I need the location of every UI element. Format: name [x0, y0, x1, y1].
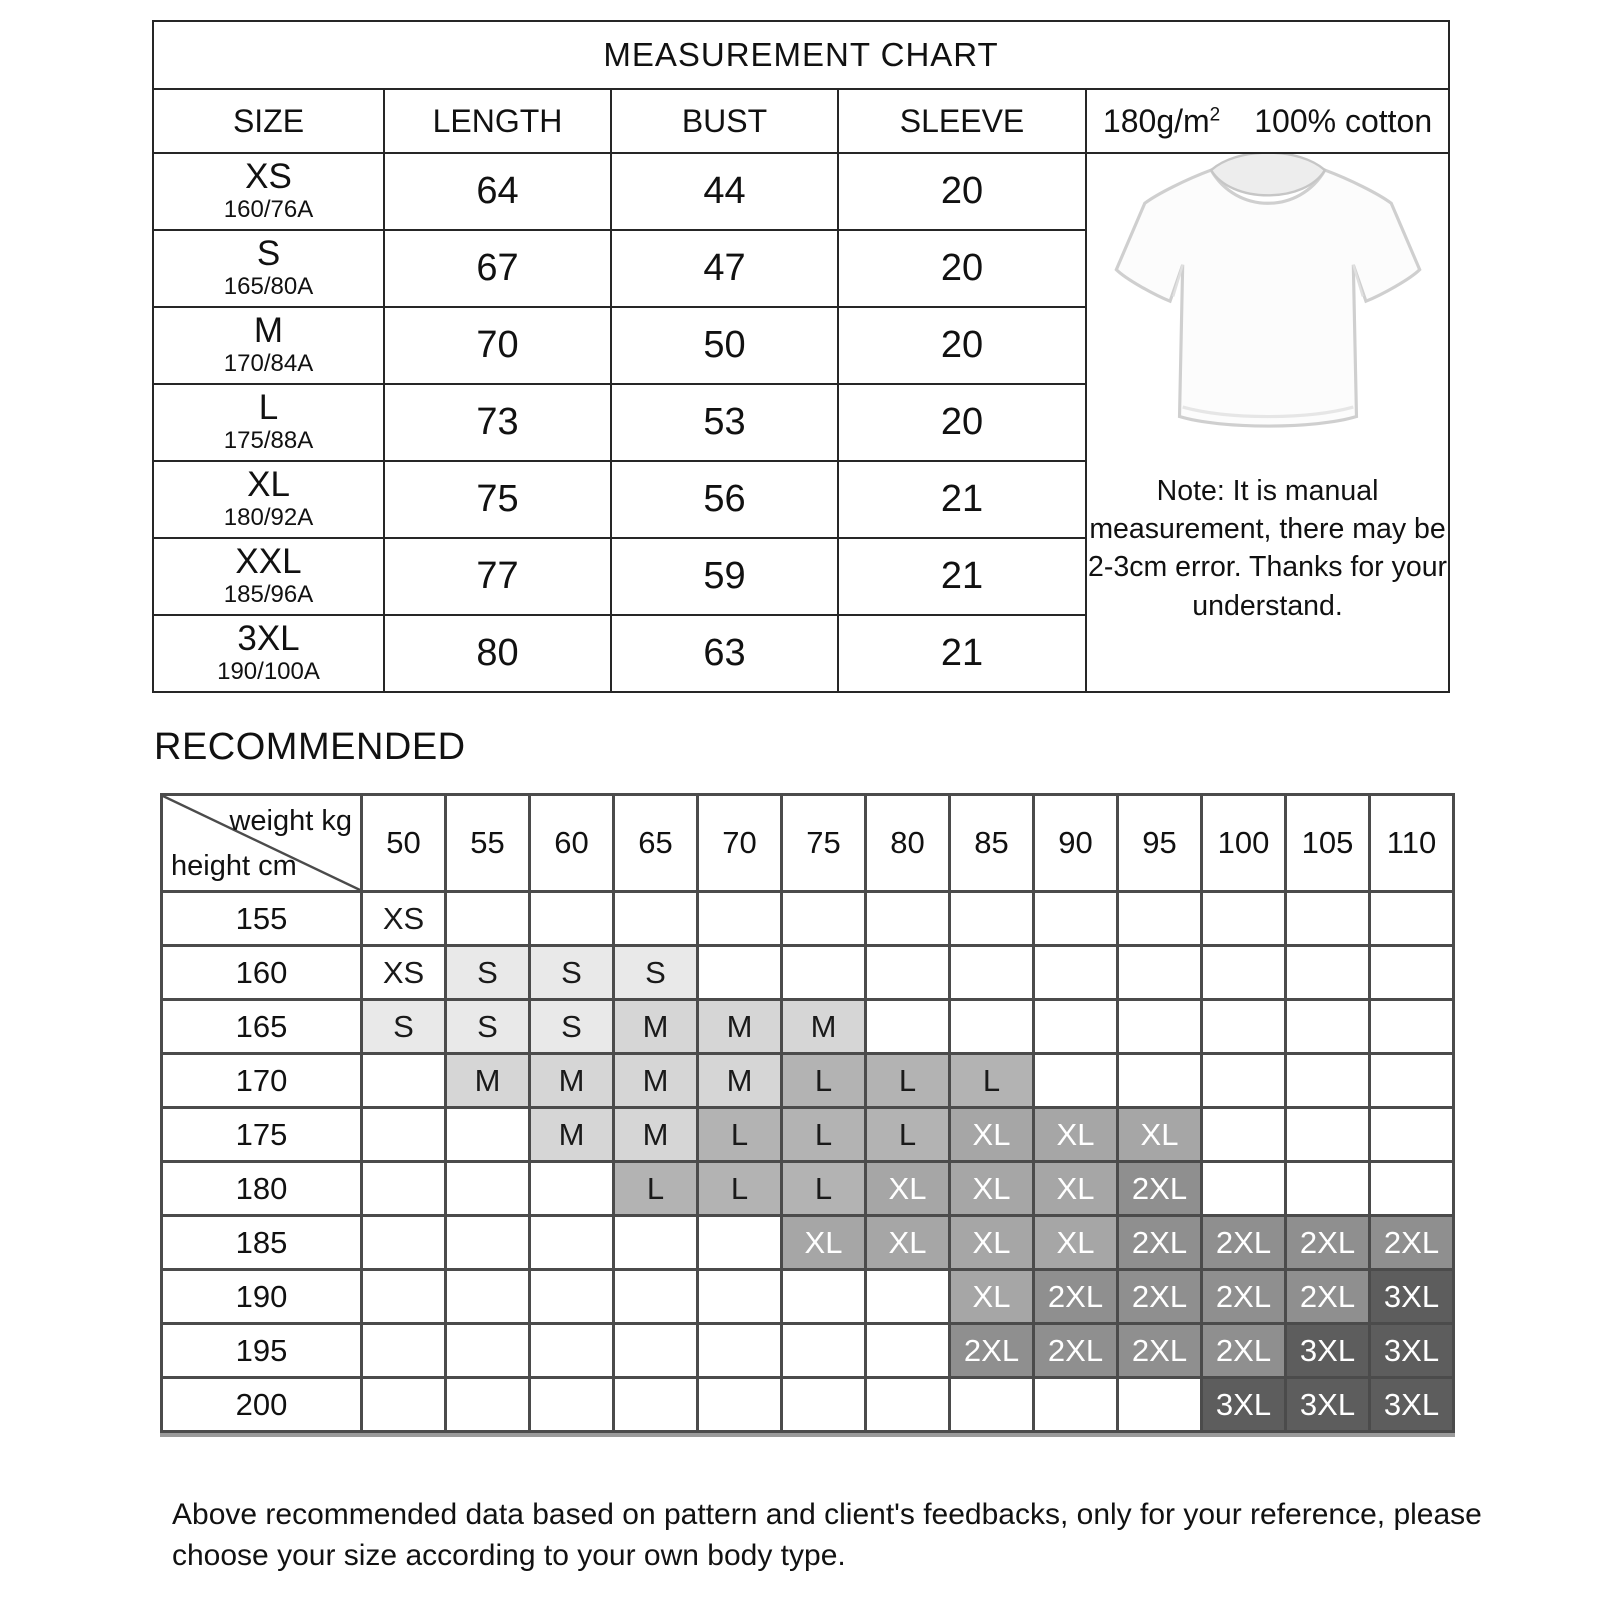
size-spec: 175/88A: [223, 427, 314, 455]
grid-cell-empty: [782, 1378, 866, 1432]
fabric-material: 100% cotton: [1254, 102, 1433, 139]
grid-cell-empty: [1286, 946, 1370, 1000]
grid-cell-empty: [446, 1108, 530, 1162]
grid-cell-empty: [1034, 1000, 1118, 1054]
grid-cell-empty: [1118, 892, 1202, 946]
grid-cell-empty: [1202, 946, 1286, 1000]
grid-cell-170-85: L: [950, 1054, 1034, 1108]
grid-cell-empty: [362, 1108, 446, 1162]
grid-cell-empty: [1286, 1108, 1370, 1162]
fabric-weight-exponent: 2: [1209, 103, 1221, 125]
size-label: XL: [247, 465, 290, 505]
grid-cell-empty: [1370, 892, 1454, 946]
grid-cell-185-90: XL: [1034, 1216, 1118, 1270]
height-label: 175: [162, 1108, 362, 1162]
col-header-sleeve: SLEEVE: [838, 89, 1086, 153]
grid-cell-empty: [1118, 1000, 1202, 1054]
sleeve-value: 20: [838, 153, 1086, 230]
grid-cell-175-95: XL: [1118, 1108, 1202, 1162]
sleeve-value: 21: [838, 461, 1086, 538]
grid-cell-empty: [530, 1216, 614, 1270]
length-value: 80: [384, 615, 611, 692]
grid-cell-185-80: XL: [866, 1216, 950, 1270]
size-cell: [153, 615, 384, 692]
weight-axis-label: weight kg: [229, 805, 352, 837]
length-value: 75: [384, 461, 611, 538]
grid-cell-180-85: XL: [950, 1162, 1034, 1216]
grid-cell-empty: [698, 1378, 782, 1432]
grid-cell-empty: [446, 892, 530, 946]
grid-cell-empty: [614, 892, 698, 946]
grid-cell-170-75: L: [782, 1054, 866, 1108]
grid-cell-185-75: XL: [782, 1216, 866, 1270]
grid-cell-empty: [530, 1162, 614, 1216]
sleeve-value: 20: [838, 384, 1086, 461]
grid-cell-170-65: M: [614, 1054, 698, 1108]
grid-cell-empty: [1370, 1108, 1454, 1162]
grid-cell-160-50: XS: [362, 946, 446, 1000]
grid-cell-200-110: 3XL: [1370, 1378, 1454, 1432]
recommended-heading: RECOMMENDED: [154, 726, 466, 768]
grid-cell-190-95: 2XL: [1118, 1270, 1202, 1324]
size-spec: 190/100A: [217, 658, 320, 686]
grid-cell-empty: [950, 1378, 1034, 1432]
fabric-info: [1086, 89, 1449, 153]
grid-cell-empty: [1202, 1108, 1286, 1162]
bust-value: 63: [611, 615, 838, 692]
bust-value: 47: [611, 230, 838, 307]
grid-cell-empty: [1202, 1000, 1286, 1054]
grid-cell-190-110: 3XL: [1370, 1270, 1454, 1324]
weight-header: 110: [1370, 795, 1454, 892]
grid-cell-175-80: L: [866, 1108, 950, 1162]
grid-cell-170-60: M: [530, 1054, 614, 1108]
grid-cell-195-95: 2XL: [1118, 1324, 1202, 1378]
grid-cell-empty: [1202, 892, 1286, 946]
grid-cell-empty: [782, 946, 866, 1000]
grid-cell-200-100: 3XL: [1202, 1378, 1286, 1432]
height-axis-label: height cm: [171, 850, 297, 882]
grid-cell-195-90: 2XL: [1034, 1324, 1118, 1378]
grid-cell-190-90: 2XL: [1034, 1270, 1118, 1324]
length-value: 67: [384, 230, 611, 307]
grid-cell-empty: [866, 946, 950, 1000]
grid-cell-empty: [362, 1162, 446, 1216]
fabric-weight: 180g/m: [1102, 102, 1210, 139]
grid-cell-empty: [1034, 1054, 1118, 1108]
recommended-grid: [160, 793, 1455, 1433]
grid-cell-empty: [1118, 1378, 1202, 1432]
recommendation-footnote: Above recommended data based on pattern and client's feedbacks, only for your reference, please choose your size according to your own body type.: [172, 1498, 1482, 1573]
length-value: 77: [384, 538, 611, 615]
grid-cell-empty: [614, 1270, 698, 1324]
grid-cell-200-105: 3XL: [1286, 1378, 1370, 1432]
grid-cell-empty: [698, 892, 782, 946]
grid-cell-empty: [950, 892, 1034, 946]
recommended-row-195: [162, 1324, 1454, 1378]
length-value: 70: [384, 307, 611, 384]
grid-cell-empty: [362, 1270, 446, 1324]
grid-cell-170-70: M: [698, 1054, 782, 1108]
size-label: M: [253, 311, 284, 351]
grid-cell-165-60: S: [530, 1000, 614, 1054]
grid-cell-165-70: M: [698, 1000, 782, 1054]
bust-value: 53: [611, 384, 838, 461]
grid-cell-empty: [1034, 892, 1118, 946]
tshirt-image: [1087, 154, 1448, 450]
size-cell: [153, 307, 384, 384]
grid-cell-empty: [1034, 946, 1118, 1000]
grid-cell-empty: [698, 1324, 782, 1378]
grid-cell-empty: [782, 892, 866, 946]
grid-cell-empty: [446, 1270, 530, 1324]
size-cell: [153, 538, 384, 615]
recommended-header-row: [162, 795, 1454, 892]
product-panel: [1086, 153, 1449, 692]
sleeve-value: 21: [838, 615, 1086, 692]
measurement-row: [153, 153, 1449, 230]
grid-cell-empty: [866, 1270, 950, 1324]
recommended-row-200: [162, 1378, 1454, 1432]
grid-cell-empty: [1286, 1000, 1370, 1054]
weight-header: 100: [1202, 795, 1286, 892]
height-label: 160: [162, 946, 362, 1000]
weight-header: 60: [530, 795, 614, 892]
grid-cell-185-100: 2XL: [1202, 1216, 1286, 1270]
bust-value: 59: [611, 538, 838, 615]
measurement-chart-header-row: [153, 89, 1449, 153]
grid-cell-empty: [530, 1378, 614, 1432]
weight-header: 50: [362, 795, 446, 892]
size-cell: [153, 384, 384, 461]
grid-cell-165-55: S: [446, 1000, 530, 1054]
weight-header: 75: [782, 795, 866, 892]
grid-cell-195-100: 2XL: [1202, 1324, 1286, 1378]
length-value: 64: [384, 153, 611, 230]
grid-cell-190-85: XL: [950, 1270, 1034, 1324]
size-spec: 170/84A: [223, 350, 314, 378]
size-label: S: [256, 234, 281, 274]
grid-cell-160-65: S: [614, 946, 698, 1000]
grid-cell-175-75: L: [782, 1108, 866, 1162]
bust-value: 50: [611, 307, 838, 384]
height-label: 185: [162, 1216, 362, 1270]
size-spec: 165/80A: [223, 273, 314, 301]
grid-cell-175-65: M: [614, 1108, 698, 1162]
grid-cell-180-70: L: [698, 1162, 782, 1216]
measurement-note: Note: It is manual measurement, there may be 2-3cm error. Thanks for your understand.: [1088, 475, 1448, 622]
grid-cell-180-65: L: [614, 1162, 698, 1216]
grid-cell-empty: [866, 1378, 950, 1432]
grid-cell-empty: [1118, 1054, 1202, 1108]
grid-cell-185-105: 2XL: [1286, 1216, 1370, 1270]
grid-cell-160-55: S: [446, 946, 530, 1000]
weight-header: 55: [446, 795, 530, 892]
height-label: 195: [162, 1324, 362, 1378]
weight-header: 80: [866, 795, 950, 892]
grid-cell-165-75: M: [782, 1000, 866, 1054]
size-label: 3XL: [237, 619, 300, 659]
grid-cell-empty: [698, 1216, 782, 1270]
height-label: 165: [162, 1000, 362, 1054]
recommended-row-155: [162, 892, 1454, 946]
col-header-length: LENGTH: [384, 89, 611, 153]
grid-cell-165-65: M: [614, 1000, 698, 1054]
grid-cell-empty: [1286, 892, 1370, 946]
grid-cell-empty: [1370, 1162, 1454, 1216]
grid-cell-empty: [1370, 1000, 1454, 1054]
grid-cell-empty: [1034, 1378, 1118, 1432]
size-spec: 160/76A: [223, 196, 314, 224]
grid-cell-empty: [1370, 946, 1454, 1000]
grid-cell-empty: [1118, 946, 1202, 1000]
bust-value: 56: [611, 461, 838, 538]
grid-cell-190-105: 2XL: [1286, 1270, 1370, 1324]
recommended-row-160: [162, 946, 1454, 1000]
weight-header: 105: [1286, 795, 1370, 892]
grid-cell-empty: [866, 1000, 950, 1054]
grid-cell-empty: [782, 1324, 866, 1378]
grid-cell-empty: [1286, 1054, 1370, 1108]
grid-cell-empty: [530, 1270, 614, 1324]
height-label: 200: [162, 1378, 362, 1432]
weight-header: 95: [1118, 795, 1202, 892]
grid-cell-empty: [782, 1270, 866, 1324]
weight-header: 85: [950, 795, 1034, 892]
grid-cell-185-110: 2XL: [1370, 1216, 1454, 1270]
grid-cell-empty: [362, 1216, 446, 1270]
grid-cell-175-90: XL: [1034, 1108, 1118, 1162]
grid-cell-empty: [446, 1162, 530, 1216]
length-value: 73: [384, 384, 611, 461]
grid-cell-empty: [614, 1216, 698, 1270]
grid-cell-empty: [1370, 1054, 1454, 1108]
grid-cell-empty: [698, 1270, 782, 1324]
grid-cell-empty: [950, 946, 1034, 1000]
grid-cell-empty: [362, 1324, 446, 1378]
grid-cell-empty: [446, 1216, 530, 1270]
size-cell: [153, 153, 384, 230]
sleeve-value: 21: [838, 538, 1086, 615]
height-label: 180: [162, 1162, 362, 1216]
recommended-row-185: [162, 1216, 1454, 1270]
measurement-chart-title: MEASUREMENT CHART: [153, 21, 1449, 89]
tshirt-body: [1116, 170, 1419, 426]
grid-cell-195-105: 3XL: [1286, 1324, 1370, 1378]
grid-cell-175-70: L: [698, 1108, 782, 1162]
sleeve-value: 20: [838, 230, 1086, 307]
measurement-chart-table: [152, 20, 1450, 693]
grid-cell-empty: [362, 1378, 446, 1432]
size-cell: [153, 230, 384, 307]
height-label: 170: [162, 1054, 362, 1108]
recommended-row-180: [162, 1162, 1454, 1216]
recommended-row-190: [162, 1270, 1454, 1324]
bust-value: 44: [611, 153, 838, 230]
recommended-row-170: [162, 1054, 1454, 1108]
grid-cell-empty: [614, 1324, 698, 1378]
axis-corner-cell: [162, 795, 362, 892]
size-spec: 185/96A: [223, 581, 314, 609]
grid-cell-180-95: 2XL: [1118, 1162, 1202, 1216]
sleeve-value: 20: [838, 307, 1086, 384]
grid-cell-195-85: 2XL: [950, 1324, 1034, 1378]
grid-cell-empty: [446, 1378, 530, 1432]
recommended-row-165: [162, 1000, 1454, 1054]
weight-header: 70: [698, 795, 782, 892]
grid-cell-185-85: XL: [950, 1216, 1034, 1270]
col-header-bust: BUST: [611, 89, 838, 153]
size-label: L: [258, 388, 279, 428]
size-spec: 180/92A: [223, 504, 314, 532]
grid-cell-empty: [866, 1324, 950, 1378]
grid-cell-empty: [446, 1324, 530, 1378]
grid-cell-empty: [530, 1324, 614, 1378]
grid-cell-empty: [1202, 1054, 1286, 1108]
grid-cell-190-100: 2XL: [1202, 1270, 1286, 1324]
grid-cell-175-60: M: [530, 1108, 614, 1162]
recommended-row-175: [162, 1108, 1454, 1162]
grid-cell-empty: [866, 892, 950, 946]
grid-cell-empty: [1286, 1162, 1370, 1216]
grid-cell-empty: [1202, 1162, 1286, 1216]
grid-cell-empty: [362, 1054, 446, 1108]
grid-cell-170-80: L: [866, 1054, 950, 1108]
grid-cell-180-90: XL: [1034, 1162, 1118, 1216]
grid-cell-165-50: S: [362, 1000, 446, 1054]
grid-cell-180-80: XL: [866, 1162, 950, 1216]
weight-header: 90: [1034, 795, 1118, 892]
grid-cell-180-75: L: [782, 1162, 866, 1216]
grid-cell-185-95: 2XL: [1118, 1216, 1202, 1270]
grid-cell-195-110: 3XL: [1370, 1324, 1454, 1378]
weight-header: 65: [614, 795, 698, 892]
col-header-size: SIZE: [153, 89, 384, 153]
grid-cell-empty: [698, 946, 782, 1000]
grid-cell-175-85: XL: [950, 1108, 1034, 1162]
grid-cell-empty: [530, 892, 614, 946]
grid-cell-160-60: S: [530, 946, 614, 1000]
measurement-chart-title-row: [153, 21, 1449, 89]
height-label: 155: [162, 892, 362, 946]
grid-cell-empty: [614, 1378, 698, 1432]
grid-cell-170-55: M: [446, 1054, 530, 1108]
grid-cell-155-50: XS: [362, 892, 446, 946]
size-cell: [153, 461, 384, 538]
size-label: XS: [245, 157, 292, 197]
size-label: XXL: [235, 542, 302, 582]
grid-cell-empty: [950, 1000, 1034, 1054]
height-label: 190: [162, 1270, 362, 1324]
